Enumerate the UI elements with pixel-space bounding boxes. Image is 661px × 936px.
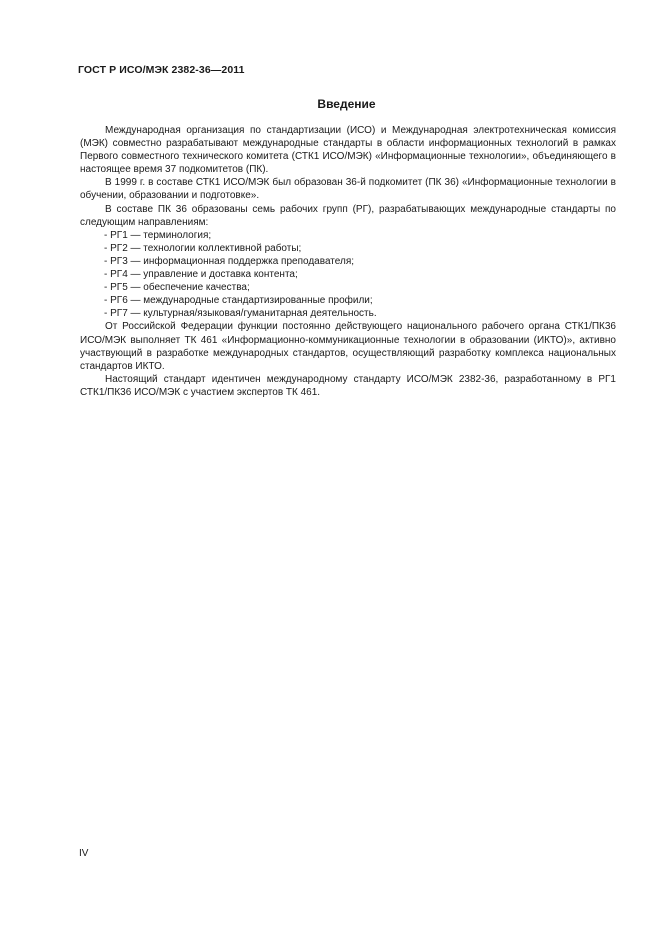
list-item: - РГ3 — информационная поддержка преподавателя;: [104, 255, 355, 267]
paragraph: Международная организация по стандартизации (ИСО) и Международная электротехническая комиссия (МЭК) совместно разрабатывают международные стандарты в области информационных технологий в рамках Первого совместного технического комитета (СТК1 ИСО/МЭК) «Информационные технологии», объединяющего в настоящее время 37 подкомитетов (ПК).: [80, 125, 616, 176]
page-number: IV: [79, 848, 89, 859]
document-header: ГОСТ Р ИСО/МЭК 2382-36—2011: [78, 64, 245, 76]
list-item: - РГ2 — технологии коллективной работы;: [104, 242, 302, 254]
list-item: - РГ7 — культурная/языковая/гуманитарная деятельность.: [104, 308, 377, 320]
section-title-text: Введение: [317, 97, 376, 111]
section-title: [0, 97, 661, 111]
paragraph: Настоящий стандарт идентичен международному стандарту ИСО/МЭК 2382-36, разработанному в РГ1 СТК1/ПК36 ИСО/МЭК с участием экспертов ТК 461.: [80, 373, 616, 398]
working-groups-list: [80, 229, 616, 321]
document-body: [80, 124, 616, 399]
paragraph: В 1999 г. в составе СТК1 ИСО/МЭК был образован 36-й подкомитет (ПК 36) «Информационные технологии в обучении, образовании и подготовке».: [80, 177, 616, 202]
paragraph: В составе ПК 36 образованы семь рабочих групп (РГ), разрабатывающих международные стандарты по следующим направлениям:: [80, 203, 616, 228]
paragraph: От Российской Федерации функции постоянно действующего национального рабочего органа СТК1/ПК36 ИСО/МЭК выполняет ТК 461 «Информационно-коммуникационные технологии в образовании (ИКТО)», активно участвующий в разработке международных стандартов, осуществляющий разработку комплекса национальных стандартов ИКТО.: [80, 321, 616, 372]
list-item: - РГ4 — управление и доставка контента;: [104, 269, 298, 281]
list-item: - РГ6 — международные стандартизированные профили;: [104, 295, 373, 307]
list-item: - РГ5 — обеспечение качества;: [104, 282, 250, 294]
list-item: - РГ1 — терминология;: [104, 229, 212, 241]
